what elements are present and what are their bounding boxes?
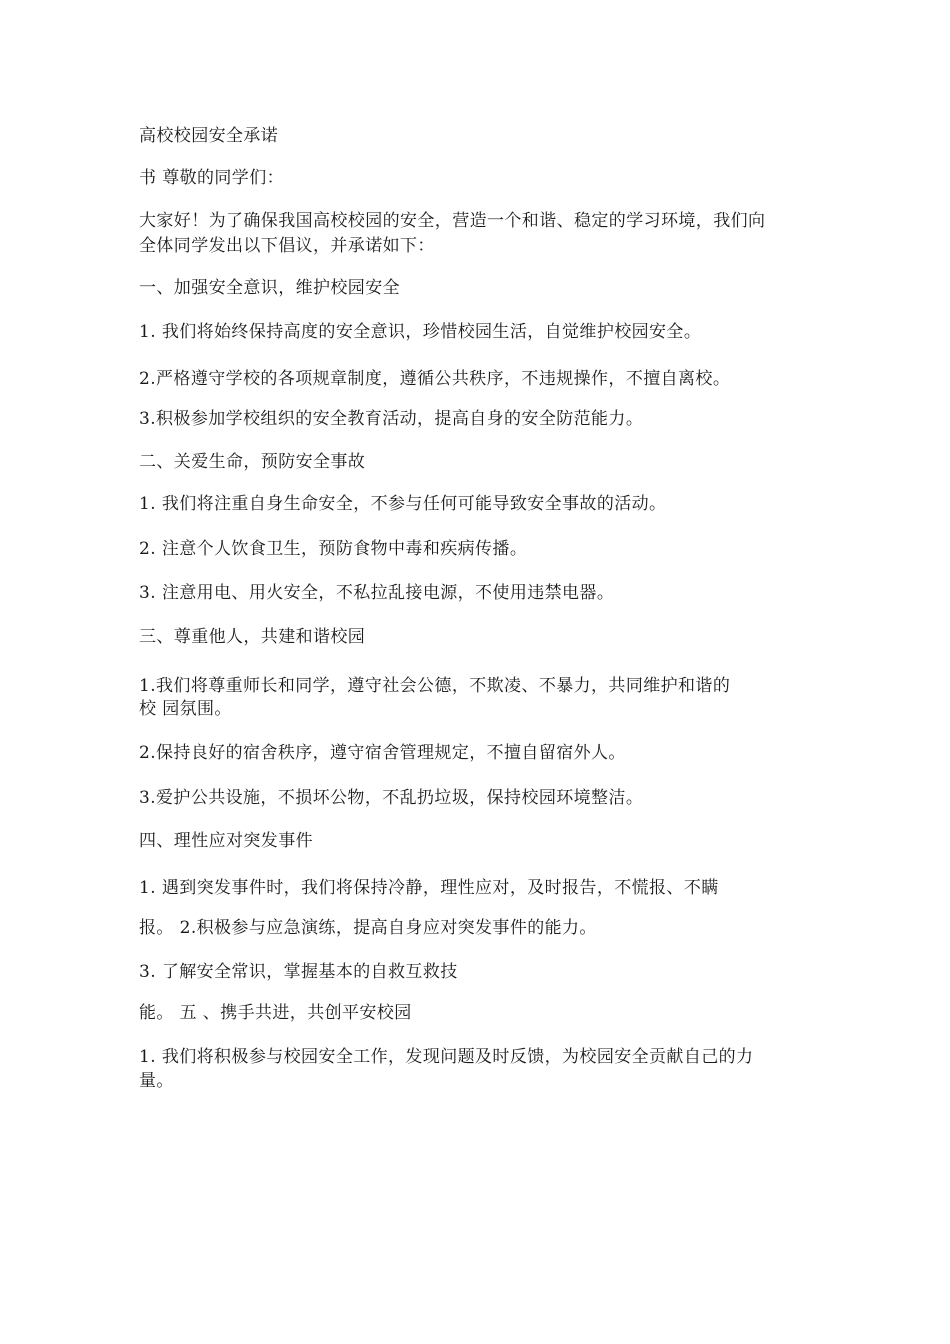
salutation: 书 尊敬的同学们： — [139, 168, 285, 188]
intro-line-1: 大家好！为了确保我国高校校园的安全，营造一个和谐、稳定的学习环境，我们向 — [139, 211, 766, 231]
section-4-item-3-line-2: 能。 五 、携手共进，共创平安校园 — [139, 1003, 412, 1023]
section-2-item-1: 1. 我们将注重自身生命安全，不参与任何可能导致安全事故的活动。 — [139, 494, 667, 514]
section-heading-3: 三、尊重他人，共建和谐校园 — [139, 627, 366, 647]
section-1-item-3: 3.积极参加学校组织的安全教育活动，提高自身的安全防范能力。 — [139, 409, 644, 429]
section-2-item-3: 3. 注意用电、用火安全，不私拉乱接电源，不使用违禁电器。 — [139, 583, 615, 603]
section-5-item-1-line-1: 1. 我们将积极参与校园安全工作，发现问题及时反馈，为校园安全贡献自己的力 — [139, 1047, 754, 1067]
section-heading-2: 二、关爱生命，预防安全事故 — [139, 452, 366, 472]
section-4-item-1-line-1: 1. 遇到突发事件时，我们将保持冷静，理性应对，及时报告，不慌报、不瞒 — [139, 878, 719, 898]
section-3-item-1-line-2: 校 园氛围。 — [139, 699, 232, 719]
section-1-item-2: 2.严格遵守学校的各项规章制度，遵循公共秩序，不违规操作，不擅自离校。 — [139, 369, 731, 389]
section-3-item-2: 2.保持良好的宿舍秩序，遵守宿舍管理规定，不擅自留宿外人。 — [139, 743, 626, 763]
section-heading-4: 四、理性应对突发事件 — [139, 831, 313, 851]
intro-line-2: 全体同学发出以下倡议，并承诺如下： — [139, 236, 435, 256]
section-5-item-1-line-2: 量。 — [139, 1071, 174, 1091]
section-4-item-3-line-1: 3. 了解安全常识，掌握基本的自救互救技 — [139, 962, 458, 982]
document-title: 高校校园安全承诺 — [139, 126, 279, 146]
section-2-item-2: 2. 注意个人饮食卫生，预防食物中毒和疾病传播。 — [139, 539, 528, 559]
section-3-item-1-line-1: 1.我们将尊重师长和同学，遵守社会公德，不欺凌、不暴力，共同维护和谐的 — [139, 676, 731, 696]
section-4-item-1-line-2: 报。 2.积极参与应急演练，提高自身应对突发事件的能力。 — [139, 918, 597, 938]
section-1-item-1: 1. 我们将始终保持高度的安全意识，珍惜校园生活，自觉维护校园安全。 — [139, 322, 702, 342]
section-heading-1: 一、加强安全意识，维护校园安全 — [139, 278, 400, 298]
section-3-item-3: 3.爱护公共设施，不损坏公物，不乱扔垃圾，保持校园环境整洁。 — [139, 788, 644, 808]
